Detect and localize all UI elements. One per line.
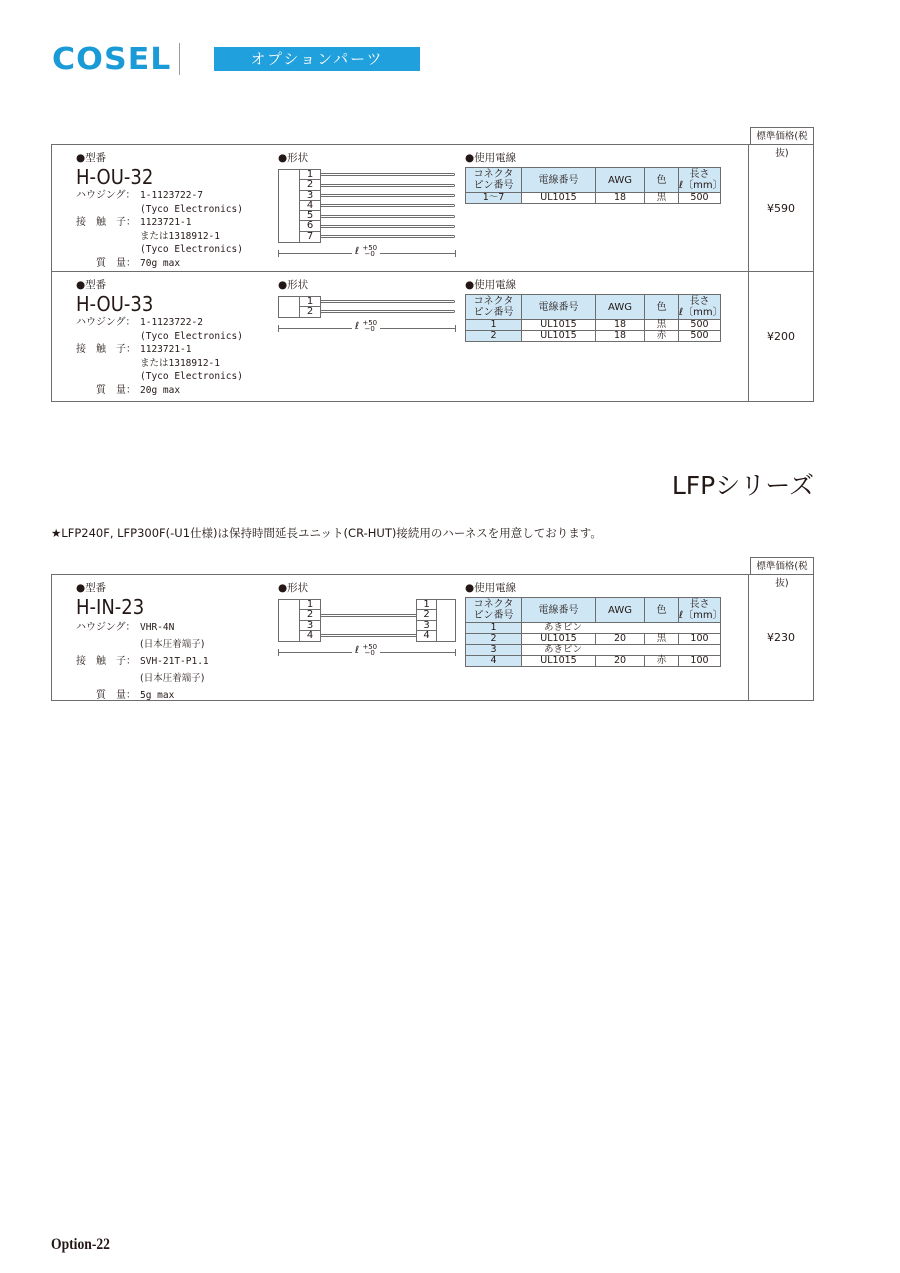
pin-number: 3 bbox=[300, 621, 320, 631]
pin-number: 1 bbox=[417, 600, 436, 610]
housing-maker: (日本圧着端子) bbox=[140, 639, 205, 650]
wire-section bbox=[465, 580, 721, 667]
mass-value: 5g max bbox=[140, 690, 175, 701]
shape-section bbox=[278, 150, 458, 259]
contact-label: 接 触 子： bbox=[76, 656, 136, 667]
pin-number: 4 bbox=[306, 629, 314, 641]
contact-label: 接 触 子： bbox=[76, 344, 136, 356]
pin-column bbox=[299, 296, 321, 318]
col-length: 長さ ℓ〔mm〕 bbox=[679, 296, 723, 318]
pin-column bbox=[299, 169, 321, 243]
pin-number: 1 bbox=[300, 170, 320, 180]
dimension-label: ℓ +50 −0 bbox=[352, 320, 380, 332]
dimension-tick bbox=[455, 649, 456, 656]
wire-line bbox=[321, 215, 455, 218]
pin-number: 2 bbox=[300, 610, 320, 620]
pin-column-left bbox=[299, 599, 321, 642]
wire-line bbox=[321, 235, 455, 238]
pin-number: 2 bbox=[300, 180, 320, 190]
shape-section bbox=[278, 277, 458, 344]
wire-section bbox=[465, 150, 721, 204]
model-name: H-OU-33 bbox=[76, 292, 154, 316]
col-length: 長さ ℓ〔mm〕 bbox=[679, 169, 723, 191]
col-length: 長さ ℓ〔mm〕 bbox=[679, 599, 723, 621]
shape-label: ●形状 bbox=[278, 279, 309, 291]
harness-drawing bbox=[278, 167, 458, 259]
mass-label: 質 量： bbox=[96, 690, 136, 701]
wire-line bbox=[321, 310, 455, 313]
contact-value: SVH-21T-P1.1 bbox=[140, 656, 209, 667]
harness-drawing bbox=[278, 597, 458, 667]
pin-number: 6 bbox=[300, 221, 320, 231]
product-table-2 bbox=[51, 574, 814, 701]
table-row: 2 UL1015 20 黒 100 bbox=[466, 634, 721, 645]
model-info bbox=[76, 277, 243, 398]
model-label: ●型番 bbox=[76, 582, 107, 594]
col-color: 色 bbox=[645, 598, 679, 623]
shape-label: ●形状 bbox=[278, 152, 309, 164]
contact-maker: (日本圧着端子) bbox=[140, 673, 205, 684]
pin-number: 3 bbox=[417, 621, 436, 631]
wire-label: ●使用電線 bbox=[465, 152, 517, 164]
pin-number: 2 bbox=[306, 306, 314, 318]
col-color: 色 bbox=[645, 295, 679, 320]
wire-line bbox=[321, 194, 455, 197]
housing-value: VHR-4N bbox=[140, 622, 175, 633]
col-pin: コネクタ ピン番号 bbox=[466, 598, 522, 623]
dimension-label: ℓ +50 −0 bbox=[352, 644, 380, 656]
wire-table bbox=[465, 294, 721, 342]
col-color: 色 bbox=[645, 168, 679, 193]
series-title: LFPシリーズ bbox=[671, 471, 814, 500]
table-row: 1 あきピン bbox=[466, 623, 721, 634]
housing-maker: (Tyco Electronics) bbox=[140, 330, 243, 342]
housing-label: ハウジング： bbox=[76, 317, 136, 328]
pin-number: 7 bbox=[306, 230, 314, 242]
contact-value: 1123721-1 bbox=[140, 217, 192, 229]
wire-line bbox=[321, 300, 455, 303]
pin-number: 2 bbox=[417, 610, 436, 620]
table-row: 3 あきピン bbox=[466, 645, 721, 656]
price-value: ¥230 bbox=[748, 575, 813, 700]
col-wire-no: 電線番号 bbox=[522, 598, 596, 623]
cosel-logo: COSEL bbox=[52, 42, 172, 77]
housing-maker: (Tyco Electronics) bbox=[140, 203, 243, 215]
price-value: ¥200 bbox=[748, 272, 813, 401]
col-pin: コネクタ ピン番号 bbox=[466, 168, 522, 193]
pin-number: 1 bbox=[300, 297, 320, 307]
product-row-h-in-23 bbox=[52, 575, 813, 700]
contact-maker: (Tyco Electronics) bbox=[140, 371, 243, 383]
wire-line bbox=[321, 204, 455, 207]
price-column-header: 標準価格(税抜) bbox=[750, 557, 814, 575]
model-info bbox=[76, 150, 243, 271]
wire-label: ●使用電線 bbox=[465, 279, 517, 291]
series-note: ★LFP240F, LFP300F(-U1仕様)は保持時間延長ユニット(CR-HUT)接続用のハーネスを用意しております。 bbox=[51, 526, 602, 540]
col-pin: コネクタ ピン番号 bbox=[466, 295, 522, 320]
contact-maker: (Tyco Electronics) bbox=[140, 244, 243, 256]
pin-number: 1 bbox=[300, 600, 320, 610]
col-wire-no: 電線番号 bbox=[522, 168, 596, 193]
mass-label: 質 量： bbox=[96, 257, 136, 269]
shape-section bbox=[278, 580, 458, 667]
dimension-tick bbox=[455, 250, 456, 257]
col-awg: AWG bbox=[596, 295, 645, 320]
model-name: H-OU-32 bbox=[76, 165, 154, 189]
col-awg: AWG bbox=[596, 168, 645, 193]
wire-table bbox=[465, 167, 721, 204]
connector-housing-left bbox=[278, 599, 300, 642]
wire-line bbox=[321, 614, 416, 617]
connector-housing bbox=[278, 169, 300, 243]
dimension-label: ℓ +50 −0 bbox=[352, 245, 380, 257]
pin-number: 4 bbox=[423, 629, 430, 641]
connector-housing bbox=[278, 296, 300, 318]
model-label: ●型番 bbox=[76, 152, 107, 164]
contact-value: 1123721-1 bbox=[140, 344, 192, 356]
mass-value: 70g max bbox=[140, 257, 181, 269]
model-name: H-IN-23 bbox=[76, 595, 145, 619]
pin-number: 3 bbox=[300, 191, 320, 201]
shape-label: ●形状 bbox=[278, 582, 309, 594]
col-wire-no: 電線番号 bbox=[522, 295, 596, 320]
contact-label: 接 触 子： bbox=[76, 217, 136, 229]
dimension-tick bbox=[455, 325, 456, 332]
product-row-h-ou-33 bbox=[52, 272, 813, 401]
housing-label: ハウジング： bbox=[76, 622, 136, 633]
table-row: 1～7 UL1015 18 黒 500 bbox=[466, 193, 721, 204]
table-row: 1 UL1015 18 黒 500 bbox=[466, 320, 721, 331]
wire-line bbox=[321, 173, 455, 176]
page-number: Option-22 bbox=[51, 1236, 110, 1253]
table-row: 4 UL1015 20 赤 100 bbox=[466, 656, 721, 667]
table-row: 2 UL1015 18 赤 500 bbox=[466, 331, 721, 342]
product-row-h-ou-32 bbox=[52, 145, 813, 272]
wire-line bbox=[321, 225, 455, 228]
housing-label: ハウジング： bbox=[76, 190, 136, 201]
wire-label: ●使用電線 bbox=[465, 582, 517, 594]
section-banner: オプションパーツ bbox=[214, 47, 420, 71]
model-label: ●型番 bbox=[76, 279, 107, 291]
price-value: ¥590 bbox=[748, 145, 813, 271]
mass-label: 質 量： bbox=[96, 384, 136, 396]
harness-drawing bbox=[278, 294, 458, 344]
housing-value: 1-1123722-2 bbox=[140, 317, 203, 328]
contact-alt: または1318912-1 bbox=[140, 357, 220, 369]
pin-column-right bbox=[416, 599, 437, 642]
contact-alt: または1318912-1 bbox=[140, 230, 220, 242]
wire-table bbox=[465, 597, 721, 667]
model-info bbox=[76, 580, 209, 704]
price-column-header: 標準価格(税抜) bbox=[750, 127, 814, 145]
connector-housing-right bbox=[436, 599, 456, 642]
product-table-1 bbox=[51, 144, 814, 402]
pin-number: 4 bbox=[300, 201, 320, 211]
wire-line bbox=[321, 184, 455, 187]
pin-number: 5 bbox=[300, 211, 320, 221]
mass-value: 20g max bbox=[140, 384, 181, 396]
col-awg: AWG bbox=[596, 598, 645, 623]
wire-section bbox=[465, 277, 721, 342]
header-divider bbox=[179, 43, 180, 75]
housing-value: 1-1123722-7 bbox=[140, 190, 203, 201]
wire-line bbox=[321, 634, 416, 637]
